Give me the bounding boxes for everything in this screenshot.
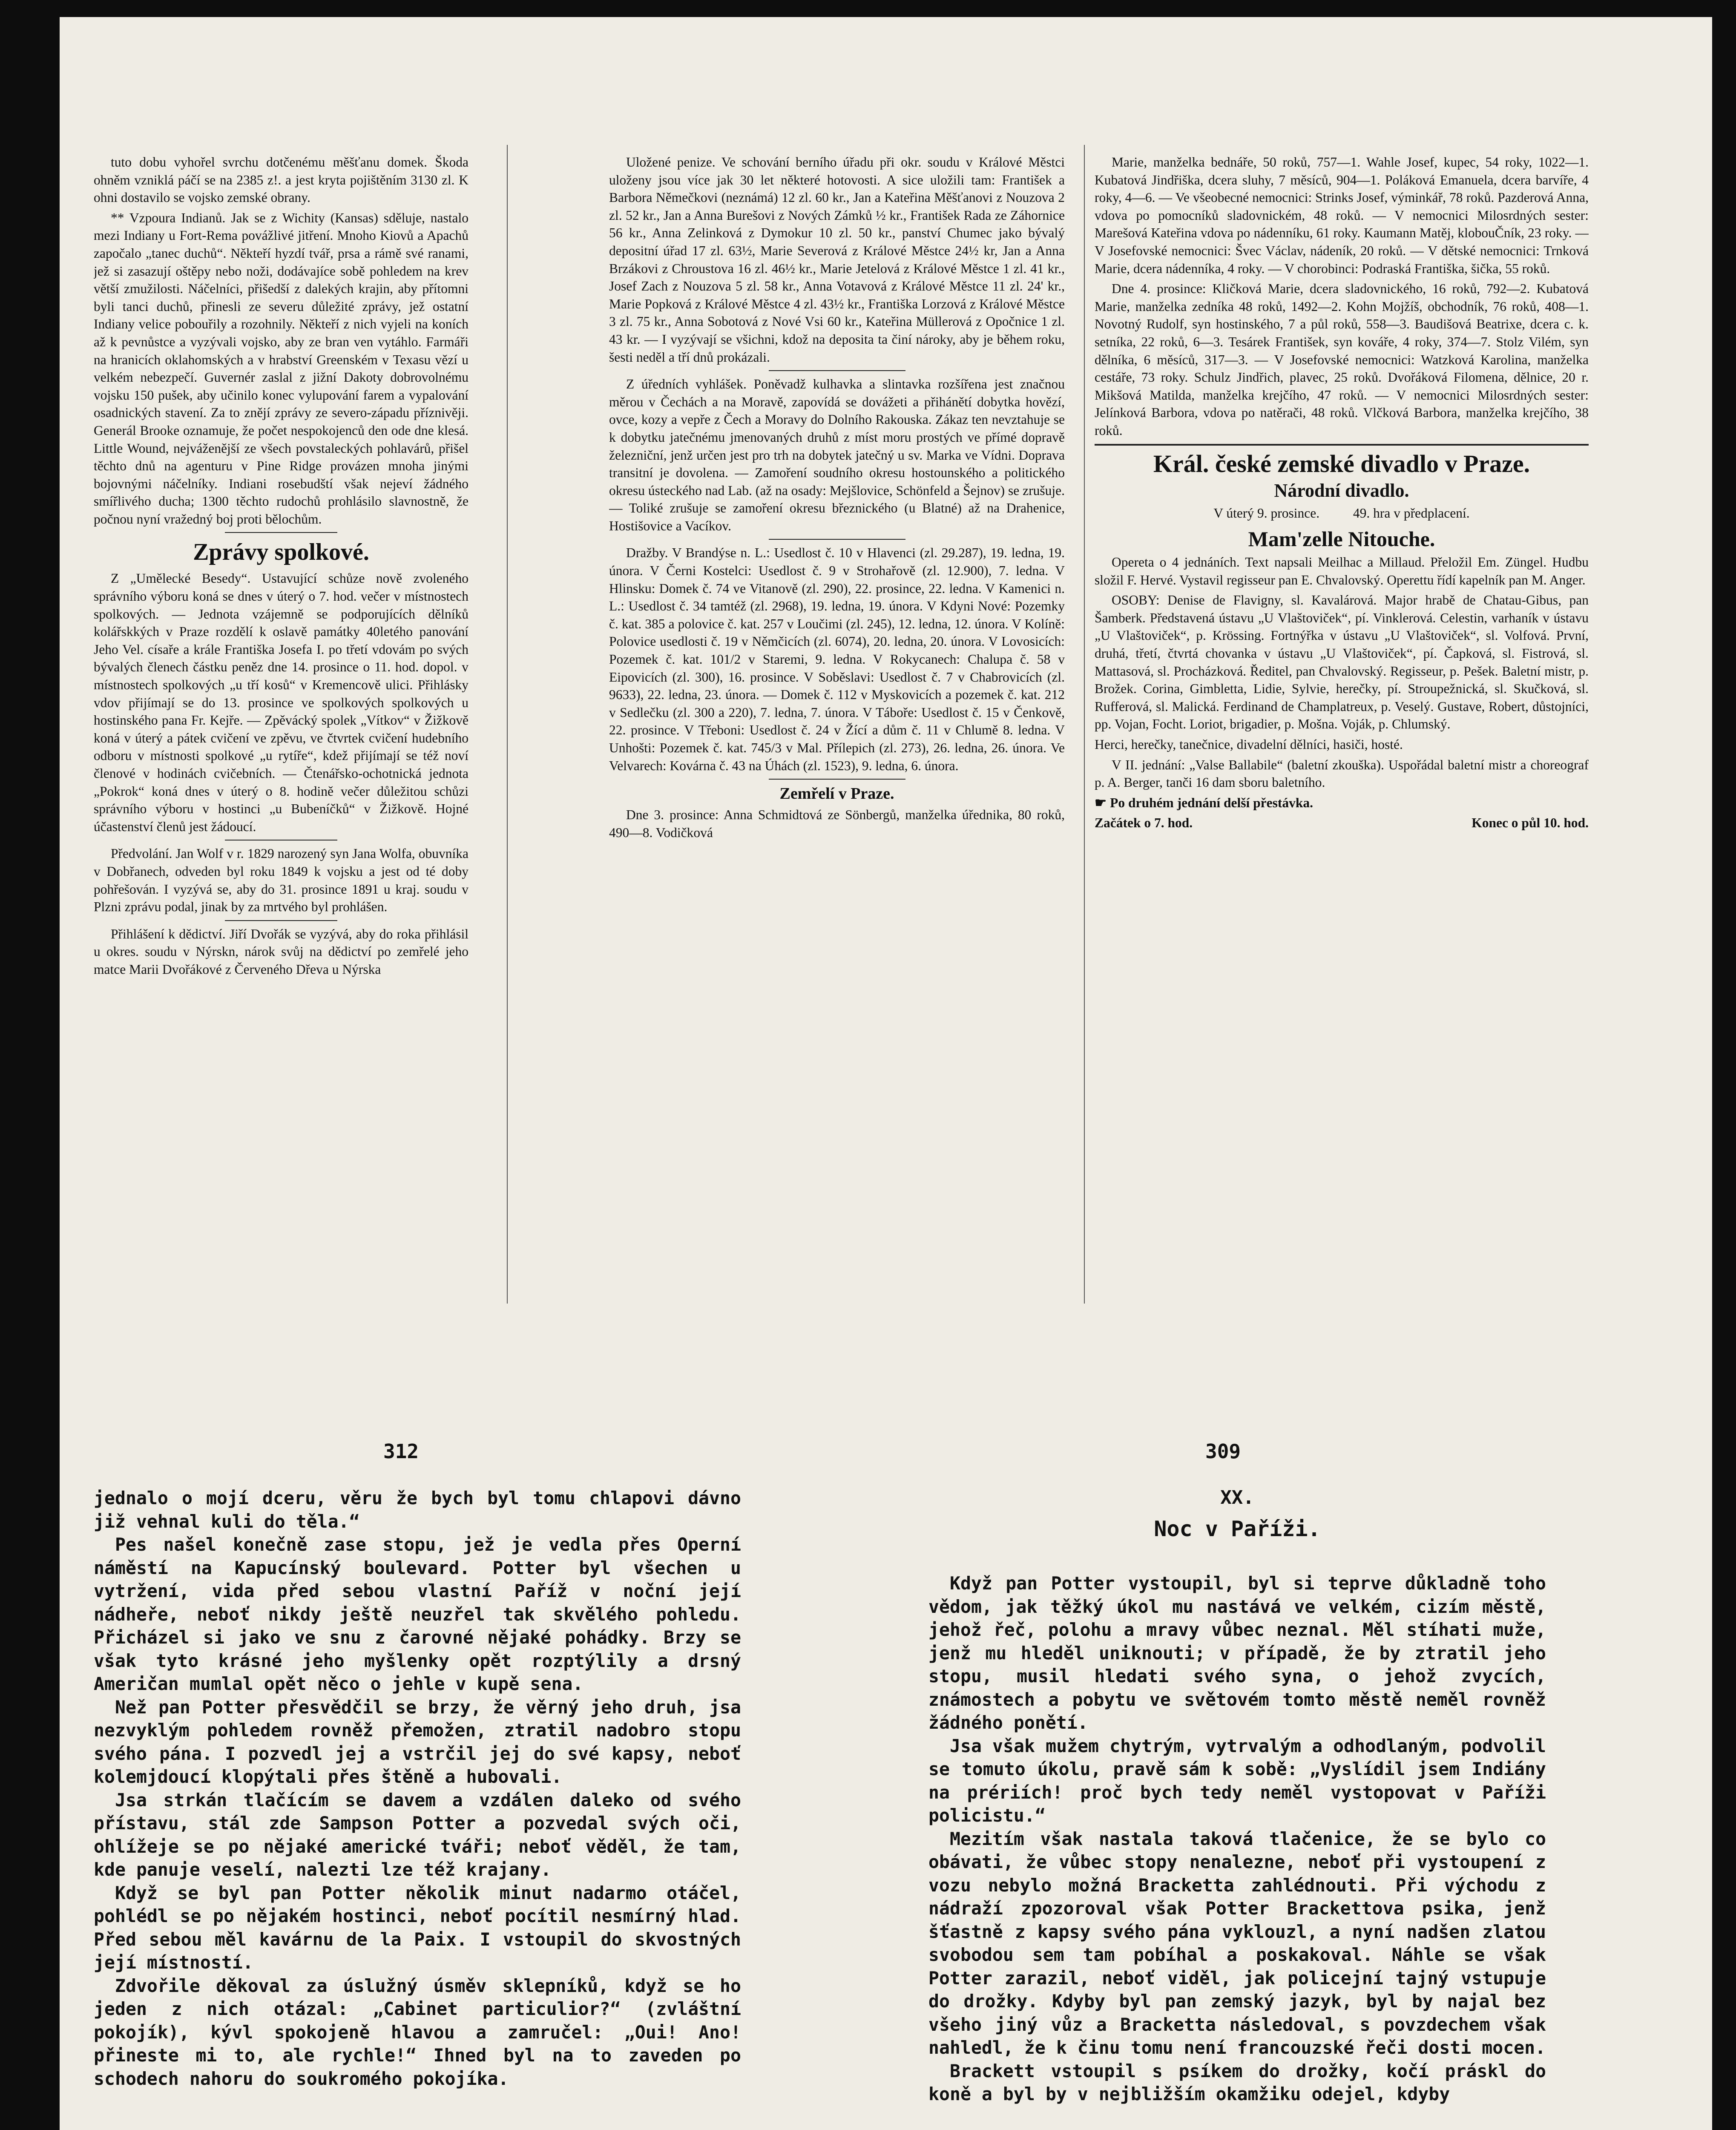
end-time: Konec o půl 10. hod. — [1472, 815, 1589, 831]
intermission-note: ☛ Po druhém jednání delší přestávka. — [1095, 795, 1313, 810]
book-paragraph: Jsa strkán tlačícím se davem a vzdálen daleko od svého přístavu, stál zde Sampson Potter a pozvedal svých oči, ohlížeje se po nějaké americké tváři; neboť věděl, že tam, kde panuje veselí, nalezti lze též krajany. — [94, 1789, 741, 1880]
newspaper-column-2 — [609, 153, 1065, 844]
deaths-title: Zemřelí v Praze. — [779, 785, 894, 803]
book-paragraph: Než pan Potter přesvědčil se brzy, že věrný jeho druh, jsa nezvyklým pohledem rovněž přemožen, ztratil nadobro stopu svého pána. I pozvedl jej a vstrčil jej do své kapsy, neboť kolemjdoucí klopýtali přes štěně a hubovali. — [94, 1696, 741, 1787]
right-page-number: 309 — [1205, 1440, 1241, 1463]
deaths-dec-4: Dne 4. prosince: Kličková Marie, dcera sladovnického, 16 roků, 792—2. Kubatová Marie, manželka zedníka 48 roků, 1492—2. Kohn Mojžíš, obchodník, 76 roků, 408—1. Novotný Rudolf, syn hostinského, 7 a půl roků, 558—3. Baudišová Beatrixe, dcera c. k. setníka, 22 roků, 6—3. Tesárek František, syn kováře, 4 roky, 374—7. Stolz Vilém, syn dělníka, 6 měsíců, 317—3. — V Josefovské nemocnici: Watzková Karolina, manželka cestáře, 73 roky. Schulz Jindřich, plavec, 25 roků. Dvořáková Filomena, dělnice, 20 r. Mikšová Matilda, manželka krejčího, 47 roků. — V nemocnici Milosrdných sester: Jelínková Barbora, vdova po natěrači, 48 roků. Vlčková Barbora, manželka krejčího, 38 roků. — [1095, 281, 1589, 438]
official-announcements: Z úředních vyhlášek. Poněvadž kulhavka a slintavka rozšířena jest značnou měrou v Čechách a na Moravě, zapovídá se dovážeti a přihánětí dobytka hovězí, ovce, kozy a vepře z Čech a Moravy do Dolního Rakouska. Zákaz ten nevztahuje se k dobytku jatečnému jmenovaných druhů z míst moru prostých ve přímé dopravě železniční, jenž určen jest pro trh na dobytek jatečný u sv. Marka ve Vídni. Doprava transitní je dovolena. — Zamoření soudního okresu hostounského a politického okresu ústeckého nad Lab. (až na osady: Mejšlovice, Schönfeld a Šejnov) se zrušuje. — Toliké zrušuje se zamoření okresu březnického (u Blatné) až na Drahenice, Hostišovice a Vacíkov. — [609, 377, 1065, 533]
performance-date: V úterý 9. prosince. 49. hra v předplacení. — [1213, 505, 1470, 521]
fire-report: tuto dobu vyhořel svrchu dotčenému měšťanu domek. Škoda ohněm vzniklá páčí se na 2385 z!. a jest kryta pojištěním 3130 zl. K ohni dostavilo se vojsko zemské obrany. — [94, 155, 468, 205]
indian-uprising-article: ** Vzpoura Indianů. Jak se z Wichity (Kansas) sděluje, nastalo mezi Indiany u Fort-Rema povážlivé jitření. Mnoho Kiovů a Apachů započalo „tanec duchů“. Někteří hyzdí tvář, prsa a rámě své ranami, jež si zasazují oštěpy nebo noži, dodávajíce sobě pohledem na krev větší zmužilosti. Náčelníci, přišedší z dalekých krajin, aby přítomni byli tanci duchů, přinesli ze severu důležité zprávy, jež ostatní Indiany velice pobouřily a rozohnily. Někteří z nich vyjeli na koních až k pevnůstce a vyzývali vojsko, aby ze bran ven vytáhlo. Farmáři na hranicích oklahomských a v hrabství Greenském v Texasu vězí u velkém nebezpečí. Guvernér zaslal z jižní Dakoty dobrovolnému vojsku 150 pušek, aby učinilo konec vylupování farem a vypalování osadnických stavení. Za to znějí zprávy ze severo-západu příznivěji. Generál Brooke oznamuje, že počet nespokojenců den ode dne klesá. Little Wound, nejváženější ze všech povstaleckých pohlavárů, přišel těchto dnů na agenturu v Pine Ridge provázen mnoha jinými bojovnými náčelníky. Indiani rosebudští však nejeví žádného smířlivého ducha; 1300 těchto rudochů prohlásilo slavnostně, že počnou nyní vražedný boj proti bělochům. — [94, 210, 468, 527]
divider — [1095, 444, 1589, 446]
summons-notice: Předvolání. Jan Wolf v r. 1829 narozený syn Jana Wolfa, obuvníka v Dobřanech, odveden byl roku 1849 k vojsku a jest od té doby pohřešován. I vyzývá se, aby do 31. prosince 1891 u kraj. soudu v Plzni zprávu podal, jinak by za mrtvého byl prohlášen. — [94, 846, 468, 915]
chapter-number: XX. — [1220, 1487, 1254, 1508]
chapter-title: Noc v Paříži. — [1154, 1517, 1321, 1541]
book-paragraph: Jsa však mužem chytrým, vytrvalým a odhodlaným, podvolil se tomuto úkolu, pravě sám k sobě: „Vyslídil jsem Indiány na prériích! proč bych tedy neměl vystopovat v Paříži policistu.“ — [928, 1735, 1546, 1826]
book-paragraph: jednalo o mojí dceru, věru že bych byl tomu chlapovi dávno již vehnal kuli do těla.“ — [94, 1488, 741, 1532]
column-divider — [507, 145, 508, 1304]
play-description: Opereta o 4 jednáních. Text napsali Meilhac a Millaud. Přeložil Em. Züngel. Hudbu složil F. Hervé. Vystavil regisseur pan E. Chvalovský. Operettu řídí kapelník pan M. Anger. — [1095, 555, 1589, 587]
start-time: Začátek o 7. hod. — [1095, 815, 1193, 831]
play-title: Mam'zelle Nitouche. — [1248, 527, 1435, 551]
newspaper-column-3 — [1095, 153, 1589, 832]
theatre-subtitle: Národní divadlo. — [1274, 480, 1409, 501]
book-left-page — [94, 1487, 741, 2090]
book-paragraph: Mezitím však nastala taková tlačenice, že se bylo co obávati, že vůbec stopy nenalezne, neboť při vystoupení z vozu nebylo možná Bracketta zahlédnouti. Při východu z nádraží zpozoroval však Potter Brackettova psika, jenž šťastně z kapsy svého pána vyklouzl, a nyní nadšen zlatou svobodou sem tam pobíhal a poskakoval. Náhle se však Potter zarazil, neboť viděl, jak policejní tajný vstupuje do drožky. Kdyby byl pan zemský jazyk, byl by najal bez všeho jiný vůz a Bracketta následoval, s povzdechem však nahledl, že k činu tomu není francouzské řeči dosti mocen. — [928, 1828, 1546, 2058]
left-page-number: 312 — [383, 1440, 419, 1463]
auctions-list: Dražby. V Brandýse n. L.: Usedlost č. 10 v Hlavenci (zl. 29.287), 19. ledna, 19. února. V Černi Kostelci: Usedlost č. 9 v Strohařově (zl. 12.900), 7. ledna. V Hlinsku: Domek č. 74 ve Vitanově (zl. 290), 22. prosince, 22. ledna. V Kamenici n. L.: Usedlost č. 34 tamtéž (zl. 2968), 19. ledna, 19. února. V Kdyni Nové: Pozemky č. kat. 385 a polovice č. kat. 257 v Loučimi (zl. 245), 12. ledna, 12. února. V Kolíně: Polovice usedlosti č. 19 v Němčicích (zl. 6074), 20. ledna, 20. února. V Lovosicích: Pozemek č. kat. 101/2 v Staremi, 9. ledna. V Rokycanech: Chalupa č. 58 v Eipovicích (zl. 300), 16. prosince. V Soběslavi: Usedlost č. 7 v Chabrovicích (zl. 9633), 22. ledna, 23. února. — Domek č. 112 v Myskovicích a pozemek č. kat. 212 v Sedlečku (zl. 300 a 220), 7. ledna, 7. února. V Táboře: Usedlost č. 15 v Čenkově, 22. prosince. V Třeboni: Usedlost č. 24 v Žící a dům č. 11 v Chlumě 8. ledna. V Unhošti: Pozemek č. kat. 745/3 v Mal. Přílepich (zl. 273), 26. ledna, 26. února. Ve Velvarech: Kovárna č. 43 na Úhách (zl. 1523), 9. ledna, 6. února. — [609, 545, 1065, 773]
book-paragraph: Brackett vstoupil s psíkem do drožky, kočí práskl do koně a byl by v nejbližším okamžiku odejel, kdyby — [928, 2060, 1546, 2104]
schedule-line — [1095, 814, 1589, 832]
newspaper-column-1 — [94, 153, 468, 981]
theatre-title: Král. české zemské divadlo v Praze. — [1153, 449, 1530, 478]
section-title: Zprávy spolkové. — [193, 539, 369, 566]
deaths-continued: Marie, manželka bednáře, 50 roků, 757—1. Wahle Josef, kupec, 54 roky, 1022—1. Kubatová Jindřiška, dcera sluhy, 7 měsíců, 904—1. Poláková Emanuela, dcera barvíře, 4 roky, 4—6. — Ve všeobecné nemocnici: Strinks Josef, výminkář, 78 roků. Pazderová Anna, vdova po pomocníků sladovnickém, 48 roků. — V nemocnici Milosrdných sester: Marešová Kateřina vdova po nádenníku, 61 roky. Kaumann Matěj, klobouČník, 23 roky. — V Josefovské nemocnici: Švec Václav, nádeník, 20 roků. — V dětské nemocnici: Trnková Marie, dcera nádenníka, 4 roky. — V chorobinci: Podraská Františka, šička, 55 roků. — [1095, 155, 1589, 276]
deposits-notice: Uložené penize. Ve schování berního úřadu při okr. soudu v Králové Městci uloženy jsou více jak 30 let některé hotovosti. A sice uložili tam: František a Barbora Němečkovi (neznámá) 12 zl. 60 kr., Jan a Kateřina Měšťanovi z Nouzova 2 zl. 52 kr., Jan a Anna Burešovi z Nových Zámků ½ kr., František Rada ze Záhornice 56 kr., Anna Zelinková z Dymokur 10 zl. 50 kr., panství Chumec jako bývalý depositní úřad 17 zl. 63½, Marie Severová z Králové Městce 24½ kr, Jan a Anna Brzákovi z Chroustova 16 zl. 46½ kr., Marie Jetelová z Králové Městce 1 zl. 41 kr., Josef Zach z Nouzova 5 zl. 58 kr., Anna Votavová z Králové Městce 11 zl. 24' kr., Marie Popková z Králové Městce 4 zl. 43½ kr., Františka Lorzová z Králové Městce 3 zl. 75 kr., Anna Sobotová z Nové Vsi 60 kr., Kateřina Müllerová z Opočnice 1 zl. 43 kr. — I vyzývají se všichni, kdož na deposita ta činí nároky, aby je během roku, šesti neděl a tří dnů prokázali. — [609, 155, 1065, 365]
divider — [769, 539, 905, 540]
column-divider — [1084, 145, 1085, 1304]
book-paragraph: Pes našel konečně zase stopu, jež je vedla přes Operní náměstí na Kapucínský boulevard. Potter byl všechen u vytržení, vida před sebou vlastní Paříž v noční její nádheře, neboť nikdy ještě neuzřel tak skvělého pohledu. Přicházel si jako ve snu z čarovné nějaké pohádky. Brzy se však tyto krásné jeho myšlenky opět rozptýlily a drsný Američan mumlal opět něco o jehle v kupě sena. — [94, 1534, 741, 1694]
book-right-page — [928, 1572, 1546, 2106]
divider — [769, 370, 905, 371]
divider — [769, 779, 905, 780]
book-paragraph: Zdvořile děkoval za úslužný úsměv sklepníků, když se ho jeden z nich otázal: „Cabinet particulior?“ (zvláštní pokojík), kývl spokojeně hlavou a zamručel: „Oui! Ano! přineste mi to, ale rychle!“ Ihned byl na to zaveden po schodech nahoru do soukromého pokojíka. — [94, 1975, 741, 2089]
inheritance-notice: Přihlášení k dědictví. Jiří Dvořák se vyzývá, aby do roka přihlásil u okres. soudu v Nýrskn, nárok svůj na dědictví po zemřelé jeho matce Marii Dvořákové z Červeného Dřeva u Nýrska — [94, 926, 468, 977]
deaths-list: Dne 3. prosince: Anna Schmidtová ze Sönbergů, manželka úřednika, 80 roků, 490—8. Vodičková — [609, 807, 1065, 840]
divider — [225, 920, 337, 921]
extras-line: Herci, herečky, tanečnice, divadelní dělníci, hasiči, hosté. — [1095, 737, 1403, 752]
club-news: Z „Umělecké Besedy“. Ustavující schůze nově zvoleného správního výboru koná se dnes v úterý o 7. hod. večer v místnostech spolkových. — Jednota vzájemně se podporujících dělníků kolářskkých v Praze rozdělí k oslavě památky 40letého panování Jeho Vel. císaře a krále Františka Josefa I. po třetí vdovám po svých bývalých členech částku peněz dne 14. prosince o 11. hod. dopol. v místnostech spolkových „u tří kosů“ v Kremencově ulici. Přihlásky vdov přijímají se do 13. prosince ve spolkových spolkových u hostinského pana Fr. Kejře. — Zpěvácký spolek „Vítkov“ v Žižkově koná v úterý a pátek cvičení ve zpěvu, ve čtvrtek cvičení hudebního odboru v místnosti spolkové „u rytíře“, kdež přijímají se též noví členové v hodinách cvičebních. — Čtenářsko-ochotnická jednota „Pokrok“ koná dnes v úterý o 8. hodině večer důležitou schůzi správního výboru v hostinci „u Bubeníčků“ v Žižkově. Hojné účastenství členů jest žádoucí. — [94, 571, 468, 834]
book-paragraph: Když pan Potter vystoupil, byl si teprve důkladně toho vědom, jak těžký úkol mu nastává ve velkém, cizím městě, jehož řeč, polohu a mravy vůbec neznal. Měl stíhati muže, jenž mu hleděl uniknouti; v případě, že by ztratil jeho stopu, musil hledati svého syna, o jehož zvycích, známostech a pobytu ve světovém tomto městě neměl rovněž žádného ponětí. — [928, 1573, 1546, 1733]
cast-list: OSOBY: Denise de Flavigny, sl. Kavalárová. Major hrabě de Chatau-Gibus, pan Šamberk. Představená ústavu „U Vlaštoviček“, pí. Vinklerová. Celestin, varhaník v ústavu „U Vlaštoviček“, p. Krössing. Fortnýřka v ústavu „U Vlaštoviček“, sl. Volfová. První, druhá, třetí, čtvrtá chovanka v ústavu „U Vlaštoviček“, pí. Čapková, sl. Fistrová, sl. Mattasová, sl. Procházková. Ředitel, pan Chvalovský. Regisseur, p. Pešek. Baletní mistr, p. Brožek. Corina, Gimbletta, Lidie, Sylvie, herečky, pí. Stroupežnická, sl. Skučková, sl. Rufferová, sl. Malická. Ferdinand de Champlatreux, p. Veselý. Gustave, Robert, důstojníci, pp. Vojan, Focht. Loriot, brigadier, p. Mošna. Voják, p. Chlumský. — [1095, 593, 1589, 732]
divider — [225, 532, 337, 533]
ballet-note: V II. jednání: „Valse Ballabile“ (baletní zkouška). Uspořádal baletní mistr a choreograf p. A. Berger, tanči 16 dam sboru baletního. — [1095, 757, 1589, 790]
book-paragraph: Když se byl pan Potter několik minut nadarmo otáčel, pohlédl se po nějakém hostinci, neboť pocítil nesmírný hlad. Před sebou měl kavárnu de la Paix. I vstoupil do skvostných její místností. — [94, 1882, 741, 1973]
